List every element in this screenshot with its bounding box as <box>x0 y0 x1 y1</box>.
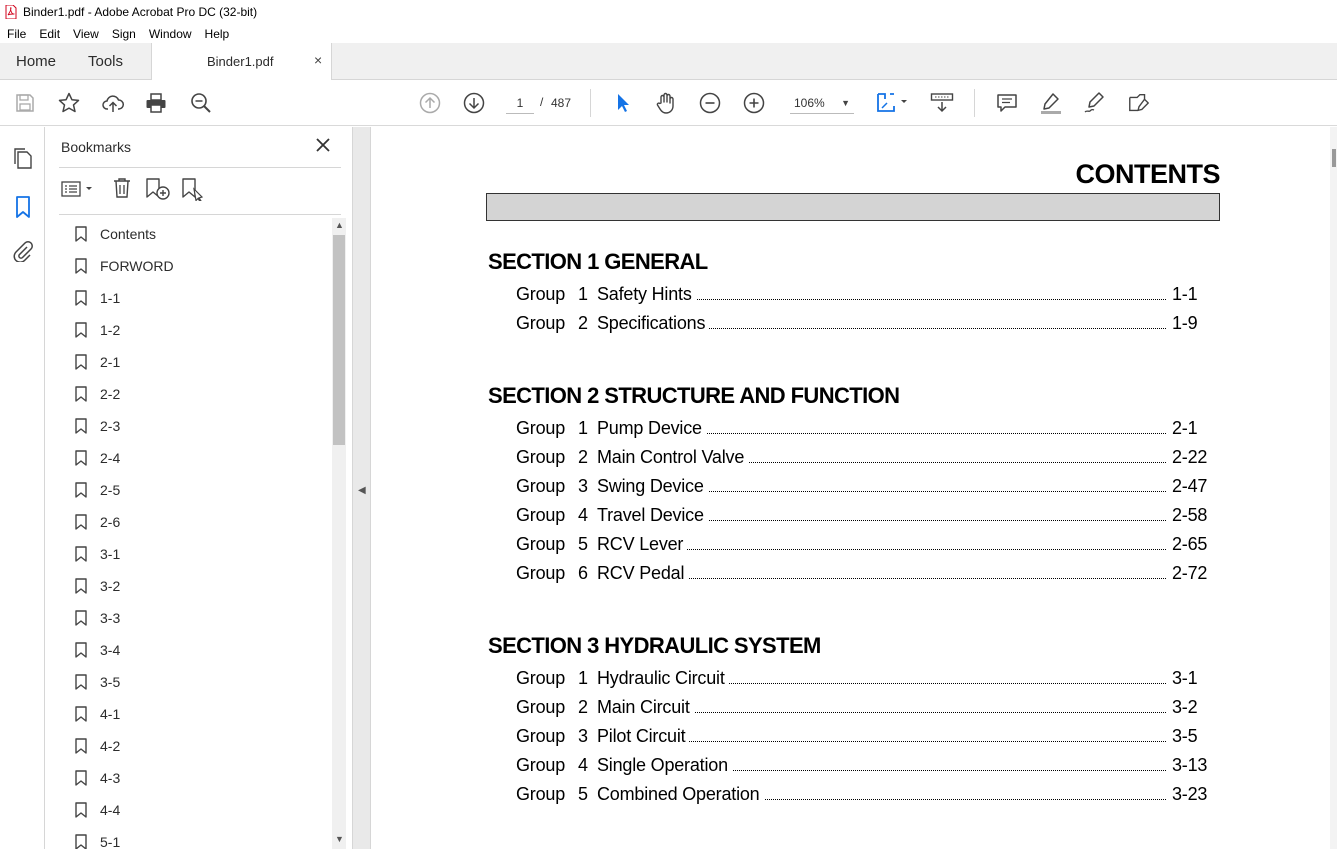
toc-entry[interactable] <box>516 697 1210 721</box>
menu-window[interactable]: Window <box>148 26 192 41</box>
toc-group-title: Main Control Valve <box>597 447 748 468</box>
bookmarks-panel <box>45 127 353 849</box>
section-heading: SECTION 2 STRUCTURE AND FUNCTION <box>488 383 900 408</box>
bookmark-list <box>45 218 331 849</box>
collapse-arrow-icon[interactable]: ◀ <box>358 485 366 496</box>
bookmark-item[interactable] <box>75 474 120 506</box>
zoom-value: 106% <box>794 96 825 110</box>
bookmark-item[interactable] <box>75 410 120 442</box>
toc-group-label: Group <box>516 418 566 438</box>
bookmark-icon <box>75 290 87 306</box>
bookmark-item[interactable] <box>75 346 120 378</box>
menu-file[interactable]: File <box>7 26 27 41</box>
bookmark-item[interactable] <box>75 730 120 762</box>
toc-page-number: 3-2 <box>1172 697 1198 717</box>
scroll-thumb[interactable] <box>333 235 345 445</box>
toolbar-divider <box>590 89 591 117</box>
menu-view[interactable]: View <box>73 26 99 41</box>
zoom-in-icon[interactable] <box>742 91 766 115</box>
toc-group-number: 4 <box>578 755 588 775</box>
toc-group-number: 2 <box>578 697 588 717</box>
divider <box>59 167 341 168</box>
toc-group-number: 3 <box>578 726 588 746</box>
toc-group-title: Single Operation <box>597 755 732 776</box>
toc-page-number: 2-72 <box>1172 563 1208 583</box>
bookmark-item[interactable] <box>75 570 120 602</box>
bookmark-item[interactable] <box>75 250 174 282</box>
title-rule-bar <box>486 193 1220 221</box>
toc-group-title: Swing Device <box>597 476 708 497</box>
find-bookmark-icon[interactable] <box>181 177 205 204</box>
bookmark-icon <box>75 354 87 370</box>
tab-bar <box>0 43 1337 80</box>
bookmark-icon <box>75 674 87 690</box>
bookmark-item[interactable] <box>75 698 120 730</box>
zoom-out-icon[interactable] <box>698 91 722 115</box>
toc-group-title: Travel Device <box>597 505 708 526</box>
toc-group-title: Main Circuit <box>597 697 694 718</box>
bookmark-icon <box>75 258 87 274</box>
toc-page-number: 3-13 <box>1172 755 1208 775</box>
search-zoom-icon[interactable] <box>189 91 213 115</box>
bookmark-icon <box>75 738 87 754</box>
bookmark-icon <box>75 386 87 402</box>
upload-icon[interactable] <box>101 91 125 115</box>
bookmarks-panel-title: Bookmarks <box>61 139 132 155</box>
toc-page-number: 1-9 <box>1172 313 1198 333</box>
tab-document-label: Binder1.pdf <box>207 54 274 69</box>
highlight-icon[interactable] <box>1039 91 1063 115</box>
toc-entry[interactable] <box>516 668 1210 692</box>
bookmark-label: 3-5 <box>100 674 121 690</box>
comment-icon[interactable] <box>995 91 1019 115</box>
toc-page-number: 2-65 <box>1172 534 1208 554</box>
viewer-scroll-thumb[interactable] <box>1332 149 1336 167</box>
section-heading: SECTION 1 GENERAL <box>488 249 708 274</box>
new-bookmark-icon[interactable] <box>145 177 171 204</box>
toc-group-label: Group <box>516 755 566 775</box>
toc-entry[interactable] <box>516 534 1210 558</box>
hand-icon[interactable] <box>654 91 678 115</box>
toc-group-title: Combined Operation <box>597 784 764 805</box>
toc-group-number: 1 <box>578 418 588 438</box>
bookmark-label: 2-3 <box>100 418 121 434</box>
toc-group-label: Group <box>516 534 566 554</box>
scroll-up-icon[interactable]: ▲ <box>335 220 344 230</box>
bookmark-label: 3-1 <box>100 546 121 562</box>
scroll-down-icon[interactable]: ▼ <box>335 834 344 844</box>
bookmark-icon <box>75 226 87 242</box>
toc-group-label: Group <box>516 563 566 583</box>
bookmark-item[interactable] <box>75 666 120 698</box>
bookmark-item[interactable] <box>75 506 120 538</box>
attachment-icon[interactable] <box>11 239 35 263</box>
bookmark-label: 1-2 <box>100 322 121 338</box>
bookmark-icon <box>75 706 87 722</box>
toc-group-label: Group <box>516 505 566 525</box>
panel-collapse-strip[interactable] <box>353 127 371 849</box>
bookmark-icon <box>75 514 87 530</box>
acrobat-app-icon <box>5 5 17 19</box>
bookmark-label: 4-4 <box>100 802 121 818</box>
page-separator: / <box>540 95 544 109</box>
print-icon[interactable] <box>144 91 168 115</box>
bookmark-icon <box>75 578 87 594</box>
toc-group-number: 5 <box>578 784 588 804</box>
toc-entry[interactable] <box>516 755 1210 779</box>
left-rail <box>0 127 45 849</box>
toc-entry[interactable] <box>516 447 1210 471</box>
main-toolbar <box>0 80 1337 126</box>
bookmark-item[interactable] <box>75 218 156 250</box>
toc-group-label: Group <box>516 284 566 304</box>
tab-document[interactable] <box>151 43 332 80</box>
toc-entry[interactable] <box>516 418 1210 442</box>
pdf-page <box>372 127 1332 849</box>
menu-bar <box>0 24 1337 43</box>
bookmark-icon <box>75 834 87 849</box>
toc-page-number: 2-1 <box>1172 418 1198 438</box>
title-bar <box>0 0 1337 24</box>
save-icon[interactable] <box>13 91 37 115</box>
menu-help[interactable]: Help <box>204 26 230 41</box>
bookmark-label: 5-1 <box>100 834 121 849</box>
toolbar-divider <box>974 89 975 117</box>
menu-edit[interactable]: Edit <box>39 26 61 41</box>
bookmark-icon <box>75 642 87 658</box>
toc-group-title: Pump Device <box>597 418 706 439</box>
sign-icon[interactable] <box>1083 91 1107 115</box>
bookmark-item[interactable] <box>75 826 120 849</box>
toc-group-number: 2 <box>578 447 588 467</box>
bookmarks-scrollbar[interactable] <box>332 218 346 849</box>
window-title: Binder1.pdf - Adobe Acrobat Pro DC (32-bit) <box>23 5 258 19</box>
toc-group-title: RCV Pedal <box>597 563 688 584</box>
toc-group-label: Group <box>516 668 566 688</box>
chevron-down-icon: ▼ <box>841 98 850 108</box>
toc-group-number: 1 <box>578 284 588 304</box>
bookmark-label: 3-2 <box>100 578 121 594</box>
bookmark-icon <box>75 802 87 818</box>
toc-entry[interactable] <box>516 784 1210 808</box>
bookmark-label: 2-1 <box>100 354 121 370</box>
bookmark-icon <box>75 418 87 434</box>
menu-sign[interactable]: Sign <box>111 26 136 41</box>
bookmark-item[interactable] <box>75 794 120 826</box>
bookmark-item[interactable] <box>75 634 120 666</box>
toc-group-label: Group <box>516 726 566 746</box>
bookmark-label: Contents <box>100 226 157 242</box>
bookmark-item[interactable] <box>75 602 120 634</box>
bookmark-item[interactable] <box>75 442 120 474</box>
toc-group-title: Pilot Circuit <box>597 726 689 747</box>
fill-sign-icon[interactable] <box>1127 91 1151 115</box>
scroll-mode-icon[interactable] <box>930 91 954 115</box>
divider <box>59 214 341 215</box>
bookmark-label: 3-4 <box>100 642 121 658</box>
toc-entry[interactable] <box>516 505 1210 529</box>
bookmark-icon <box>75 450 87 466</box>
toc-page-number: 2-47 <box>1172 476 1208 496</box>
toc-page-number: 3-23 <box>1172 784 1208 804</box>
toc-group-title: RCV Lever <box>597 534 687 555</box>
pages-icon[interactable] <box>11 147 35 171</box>
toc-page-number: 3-1 <box>1172 668 1198 688</box>
bookmark-icon <box>75 482 87 498</box>
bookmark-icon <box>75 546 87 562</box>
toc-entry[interactable] <box>516 563 1210 587</box>
page-up-icon[interactable] <box>418 91 442 115</box>
toc-group-number: 1 <box>578 668 588 688</box>
page-total: 487 <box>551 96 572 110</box>
fit-page-icon[interactable] <box>874 91 910 115</box>
toc-page-number: 2-58 <box>1172 505 1208 525</box>
options-menu-icon[interactable] <box>61 178 95 203</box>
bookmark-label: 2-5 <box>100 482 121 498</box>
bookmark-item[interactable] <box>75 282 120 314</box>
delete-icon[interactable] <box>112 177 132 202</box>
toc-group-number: 5 <box>578 534 588 554</box>
select-cursor-icon[interactable] <box>610 91 634 115</box>
bookmark-item[interactable] <box>75 538 120 570</box>
toc-entry[interactable] <box>516 726 1210 750</box>
bookmark-icon <box>75 610 87 626</box>
toc-entry[interactable] <box>516 476 1210 500</box>
zoom-select[interactable] <box>790 92 854 114</box>
bookmark-label: 4-2 <box>100 738 121 754</box>
bookmark-label: 1-1 <box>100 290 121 306</box>
document-title: CONTENTS <box>1075 159 1220 189</box>
bookmark-item[interactable] <box>75 378 120 410</box>
toc-group-label: Group <box>516 313 566 333</box>
toc-group-label: Group <box>516 784 566 804</box>
toc-group-title: Hydraulic Circuit <box>597 668 729 689</box>
toc-entry[interactable] <box>516 313 1210 337</box>
bookmark-label: 2-4 <box>100 450 121 466</box>
bookmark-label: 2-2 <box>100 386 121 402</box>
toc-group-label: Group <box>516 476 566 496</box>
toc-entry[interactable] <box>516 284 1210 308</box>
bookmark-label: 2-6 <box>100 514 121 530</box>
toc-group-title: Specifications <box>597 313 709 334</box>
toc-group-number: 4 <box>578 505 588 525</box>
toc-page-number: 2-22 <box>1172 447 1208 467</box>
viewer-scrollbar[interactable] <box>1330 127 1337 849</box>
bookmark-label: 4-3 <box>100 770 121 786</box>
toc-page-number: 1-1 <box>1172 284 1198 304</box>
close-icon[interactable] <box>316 136 330 157</box>
bookmarks-toolbar <box>59 175 341 205</box>
toc-group-number: 3 <box>578 476 588 496</box>
page-number-input[interactable]: 1 <box>506 92 534 114</box>
document-viewer[interactable] <box>372 127 1332 849</box>
bookmark-icon <box>75 770 87 786</box>
tab-home[interactable]: Home <box>16 53 57 70</box>
bookmark-label: FORWORD <box>100 258 174 274</box>
toc-group-number: 2 <box>578 313 588 333</box>
toc-group-title: Safety Hints <box>597 284 696 305</box>
toc-page-number: 3-5 <box>1172 726 1198 746</box>
section-heading: SECTION 3 HYDRAULIC SYSTEM <box>488 633 821 658</box>
toc-group-label: Group <box>516 697 566 717</box>
bookmark-label: 3-3 <box>100 610 121 626</box>
bookmark-label: 4-1 <box>100 706 121 722</box>
bookmark-item[interactable] <box>75 762 120 794</box>
toc-group-number: 6 <box>578 563 588 583</box>
bookmark-icon[interactable] <box>11 195 35 219</box>
toc-group-label: Group <box>516 447 566 467</box>
tab-tools[interactable]: Tools <box>88 53 124 70</box>
bookmark-icon <box>75 322 87 338</box>
tab-close-icon[interactable]: × <box>314 52 323 68</box>
star-icon[interactable] <box>57 91 81 115</box>
page-down-icon[interactable] <box>462 91 486 115</box>
bookmark-item[interactable] <box>75 314 120 346</box>
